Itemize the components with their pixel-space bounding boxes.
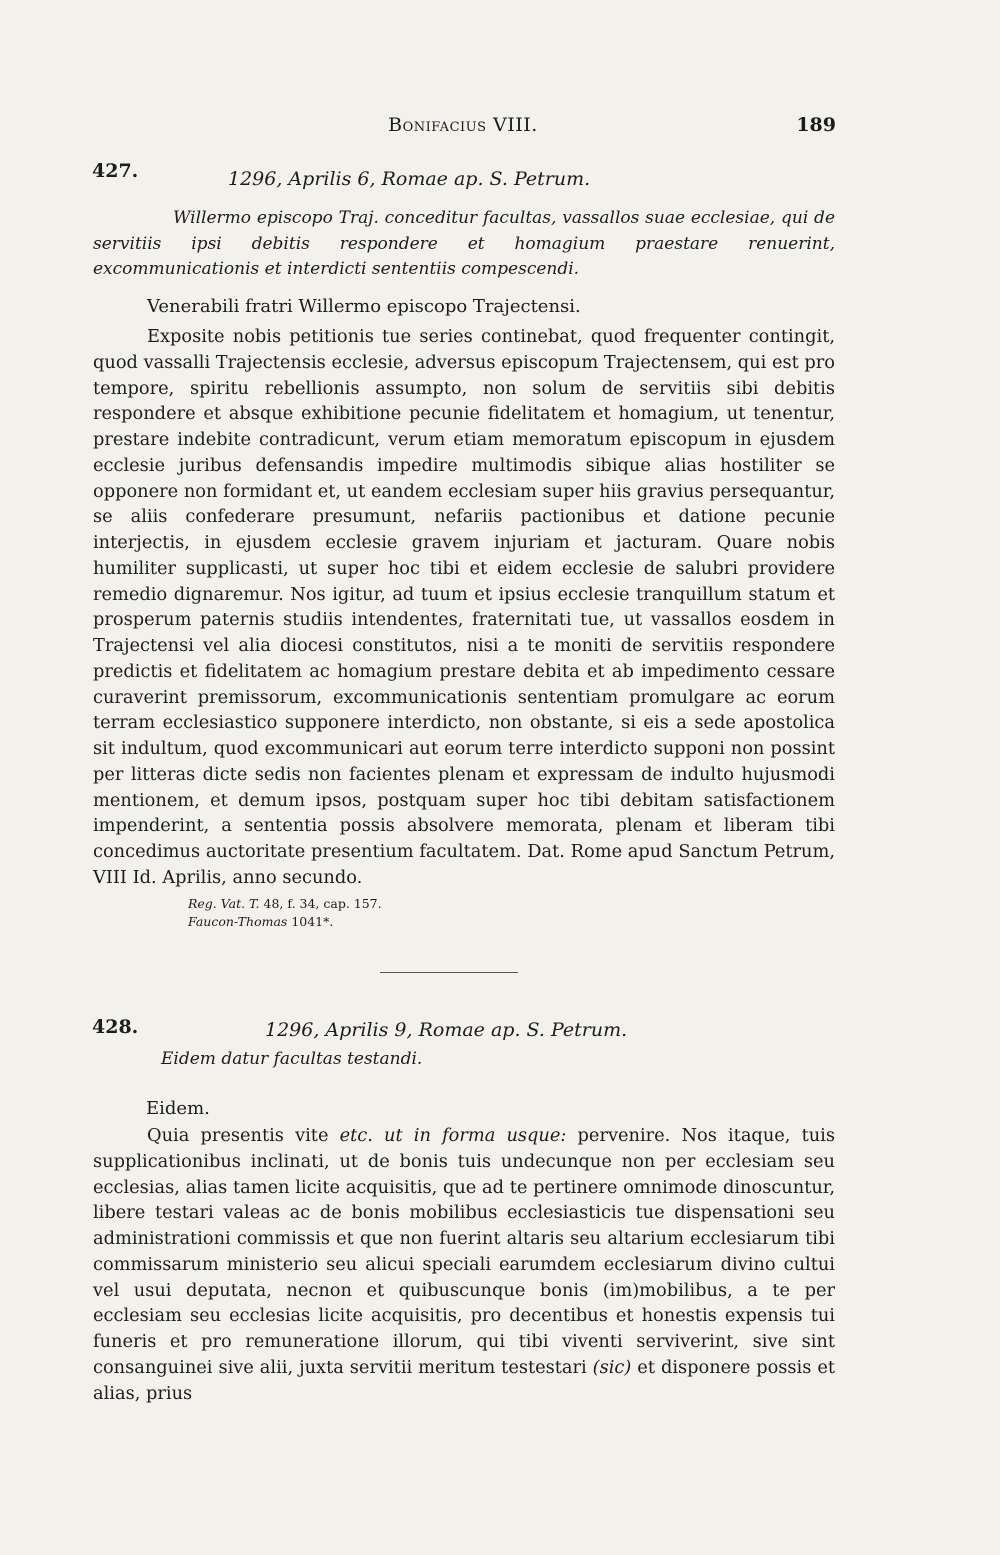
doc-428-text-start: Quia presentis vite bbox=[147, 1125, 340, 1146]
doc-427-summary-text: Willermo episcopo Traj. conceditur facultas, vassallos suae ecclesiae, qui de servitiis ipsi debitis respondere et homagium praestare renuerint, excommunicationis et interdicti sententiis compescendi. bbox=[93, 208, 835, 279]
running-title: Bonifacius VIII. bbox=[388, 114, 538, 136]
source-registry bbox=[188, 895, 382, 913]
doc-428-body bbox=[93, 1123, 835, 1406]
doc-428-summary-text: Eidem datur facultas testandi. bbox=[161, 1049, 423, 1069]
doc-428-text-formula: etc. ut in forma usque: bbox=[339, 1125, 567, 1146]
section-divider bbox=[380, 972, 518, 973]
source-faucon bbox=[188, 913, 382, 931]
doc-428-text-end: et disponere possis et alias, prius bbox=[93, 1356, 835, 1404]
doc-428-text-sic: (sic) bbox=[592, 1356, 632, 1378]
doc-428-text bbox=[93, 1123, 835, 1406]
doc-428-number: 428. bbox=[92, 1016, 139, 1038]
source-faucon-ref: 1041*. bbox=[291, 914, 334, 929]
doc-427-text: Exposite nobis petitionis tue series continebat, quod frequenter contingit, quod vassalli Trajectensis ecclesie, adversus episcopum Trajectensem, qui est pro tempore, spiritu rebellionis assumpto, non solum de servitiis sibi debitis respondere et absque exhibitione pecunie fidelitatem et homagium, ut tenentur, prestare indebite contradicunt, verum etiam memoratum episcopum in ejusdem ecclesie juribus defensandis impedire multimodis sibique alias hostiliter se opponere non formidant et, ut eandem ecclesiam super hiis gravius persequantur, se aliis confederare presumunt, nefariis pactionibus et datione pecunie interjectis, in ejusdem ecclesie gravem injuriam et jacturam. Quare nobis humiliter supplicasti, ut super hoc tibi et eidem ecclesie de salubri providere remedio dignaremur. Nos igitur, ad tuum et ipsius ecclesie tranquillum statum et prosperum paternis studiis intendentes, fraternitati tue, ut vassallos eosdem in Trajectensi vel alia diocesi constitutos, nisi a te moniti de servitiis respondere predictis et fidelitatem ac homagium prestare debita et ab impedimento cessare curaverint premissorum, excommunicationis sententiam promulgare ac eorum terram ecclesiastico supponere interdicto, non obstante, si eis a sede apostolica sit indultum, quod excommunicari aut eorum terre interdicto supponi non possint per litteras dicte sedis non facientes plenam et expressam de indulto hujusmodi mentionem, et demum ipsos, postquam super hoc tibi debitam satisfactionem impenderint, a sententia possis absolvere memorata, plenam et liberam tibi concedimus auctoritate presentium facultatem. Dat. Rome apud Sanctum Petrum, VIII Id. Aprilis, anno secundo. bbox=[93, 326, 835, 888]
source-faucon-label: Faucon-Thomas bbox=[188, 914, 288, 929]
running-head bbox=[90, 114, 836, 142]
source-registry-ref: 48, f. 34, cap. 157. bbox=[263, 896, 382, 911]
doc-427-number: 427. bbox=[92, 160, 139, 182]
doc-427-address: Venerabili fratri Willermo episcopo Trajectensi. bbox=[147, 296, 581, 317]
doc-428-date: 1296, Aprilis 9, Romae ap. S. Petrum. bbox=[265, 1019, 628, 1041]
doc-427-body bbox=[93, 324, 835, 891]
doc-427-summary bbox=[93, 206, 835, 283]
doc-427-sources bbox=[188, 895, 382, 931]
source-registry-label: Reg. Vat. T. bbox=[188, 896, 260, 911]
doc-428-summary bbox=[93, 1047, 835, 1073]
doc-428-text-mid: pervenire. Nos itaque, tuis supplicationibus inclinati, ut de bonis tuis undecunque non per ecclesiam seu ecclesias, alias tamen licite acquisitis, que ad te pertinere omnimode dinoscuntur, libere testari valeas ac de bonis mobilibus ecclesiasticis tue dispensationi seu administrationi commissis et que non fuerint altaris seu altarium ecclesiarum tibi commissarum ministerio seu alicui speciali earumdem ecclesiarum divino cultui vel usui deputata, necnon et quibuscunque bonis (im)mobilibus, a te per ecclesiam seu ecclesias licite acquisitis, pro decentibus et honestis expensis tui funeris et pro remuneratione illorum, qui tibi viventi serviverint, sive sint consanguinei sive alii, juxta servitii meritum testestari bbox=[93, 1125, 835, 1378]
doc-428-address: Eidem. bbox=[146, 1098, 210, 1119]
doc-427-date: 1296, Aprilis 6, Romae ap. S. Petrum. bbox=[228, 168, 591, 190]
page-number: 189 bbox=[796, 114, 836, 136]
